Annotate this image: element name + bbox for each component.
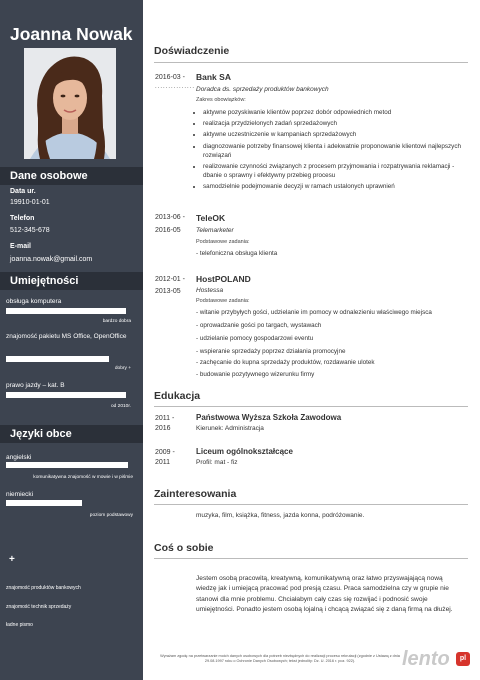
languages-header: Języki obce xyxy=(0,425,143,443)
job-duties-label: Podstawowe zadania: xyxy=(196,239,250,245)
watermark-logo: lento xyxy=(402,648,450,670)
job-date-start: 2013-06 - xyxy=(155,214,185,221)
education-date: 2009 - 2011 xyxy=(155,449,175,466)
email-value: joanna.nowak@gmail.com xyxy=(10,256,93,263)
job-role: Doradca ds. sprzedaży produktów bankowych xyxy=(196,86,329,93)
extra-skill: znajomość technik sprzedaży xyxy=(6,604,72,610)
skill-bar xyxy=(6,392,126,398)
language-name: niemiecki xyxy=(6,491,34,498)
job-duties-label: Zakres obowiązków: xyxy=(196,97,246,103)
job-duty: - udzielanie pomocy gospodarzowi eventu xyxy=(196,335,314,342)
section-divider xyxy=(154,62,468,63)
skill-name: znajomość pakietu MS Office, OpenOffice xyxy=(6,333,127,340)
job-duty: • diagnozowanie potrzeby finansowej klienta i adekwatnie proponowanie klientowi najlepszych rozwiązań xyxy=(203,142,471,160)
job-duty: • realizacja przydzielonych zadań sprzedażowych xyxy=(203,119,471,128)
skill-name: obsługa komputera xyxy=(6,298,62,305)
section-divider xyxy=(154,406,468,407)
section-divider xyxy=(154,558,468,559)
education-detail: Kierunek: Administracja xyxy=(196,425,264,432)
interests-header: Zainteresowania xyxy=(154,488,237,500)
job-company: TeleOK xyxy=(196,213,226,223)
about-header: Coś o sobie xyxy=(154,542,214,554)
job-role: Hostessa xyxy=(196,287,224,294)
job-duty: • realizowanie czynności związanych z procesem przyjmowania i rozpatrywania reklamacji - dbanie o sprawny i efektywny przebieg procesu xyxy=(203,162,471,180)
extra-skill: ładne pismo xyxy=(6,622,33,628)
job-role: Telemarketer xyxy=(196,227,234,234)
job-date-end: 2013-05 xyxy=(155,288,181,295)
language-name: angielski xyxy=(6,454,32,461)
section-divider xyxy=(154,504,468,505)
extras-header: + xyxy=(9,554,15,565)
job-duty: - telefoniczna obsługa klienta xyxy=(196,250,278,257)
dob-label: Data ur. xyxy=(10,188,36,195)
job-duty: - witanie przybyłych gości, udzielanie im pomocy w odnalezieniu właściwego miejsca xyxy=(196,309,432,316)
education-header: Edukacja xyxy=(154,390,201,402)
skill-bar xyxy=(6,356,109,362)
job-duties-list xyxy=(203,108,471,192)
candidate-name: Joanna Nowak xyxy=(10,24,133,44)
skill-bar xyxy=(6,308,126,314)
language-bar xyxy=(6,500,82,506)
skill-level: bardzo dobra xyxy=(102,319,131,324)
skill-name: prawo jazdy – kat. B xyxy=(6,382,65,389)
about-text: Jestem osobą pracowitą, kreatywną, komunikatywną oraz łatwo przyswajającą nową wiedzę jak i umiejącą pracować pod presją czasu. Praca samodzielna czy w grupie nie stanowi dla mnie problemu. Chciałabym cały czas się rozwijać i podnosić swoje umiejętności. Ponadto jestem osobą lojalną i chcącą związać się z daną firmą na dłużej. xyxy=(196,575,453,614)
personal-data-header: Dane osobowe xyxy=(0,167,143,185)
skills-header: Umiejętności xyxy=(0,272,143,290)
job-duty: • samodzielnie podejmowanie decyzji w ramach ustalonych uprawnień xyxy=(203,182,471,191)
experience-header: Doświadczenie xyxy=(154,45,230,57)
job-duty: - budowanie pozytywnego wizerunku firmy xyxy=(196,371,315,378)
profile-photo xyxy=(24,48,116,159)
dob-value: 19910-01-01 xyxy=(10,199,50,206)
job-date-start: 2016-03 - xyxy=(155,74,185,81)
job-duties-label: Podstawowe zadania: xyxy=(196,298,250,304)
email-label: E-mail xyxy=(10,243,32,250)
interests-text: muzyka, film, książka, fitness, jazda konna, podróżowanie. xyxy=(196,512,365,519)
education-detail: Profil: mat - fiz xyxy=(196,459,238,466)
job-duty: • aktywne pozyskiwanie klientów poprzez dobór odpowiednich metod xyxy=(203,108,471,117)
language-bar xyxy=(6,462,128,468)
watermark-badge: pl xyxy=(456,652,470,666)
extra-skill: znajomość produktów bankowych xyxy=(6,585,81,591)
phone-value: 512-345-678 xyxy=(10,227,50,234)
job-duty: - wspieranie sprzedaży poprzez działania promocyjne xyxy=(196,348,346,355)
language-level: poziom podstawowy xyxy=(89,513,133,518)
job-company: HostPOLAND xyxy=(196,274,251,284)
language-level: komunikatywna znajomość w mowie i w piśmie xyxy=(33,475,133,480)
job-duty: - zachęcanie do kupna sprzedaży produktów, rozdawanie ulotek xyxy=(196,359,375,366)
phone-label: Telefon xyxy=(10,215,35,222)
education-date: 2011 - 2016 xyxy=(155,415,175,432)
job-company: Bank SA xyxy=(196,72,231,82)
skill-level: dobry + xyxy=(114,366,131,371)
job-date-end: 2016-05 xyxy=(155,227,181,234)
job-duty: - oprowadzanie gości po targach, wystawach xyxy=(196,322,322,329)
job-date-start: 2012-01 - xyxy=(155,276,185,283)
job-date-end: ............... xyxy=(155,84,196,90)
job-duty: • aktywne uczestniczenie w kampaniach sprzedażowych xyxy=(203,130,471,139)
skill-level: od 2010r. xyxy=(110,404,131,409)
education-school: Państwowa Wyższa Szkoła Zawodowa xyxy=(196,413,342,422)
gdpr-consent-footer: Wyrażam zgodę na przetwarzanie moich danych osobowych dla potrzeb niezbędnych do realizacji procesu rekrutacji (zgodnie z Ustawą z dnia 29.08.1997 roku o Ochronie Danych Osobowych; tekst jednolity: Dz. U. 2016 r. poz. 922). xyxy=(160,654,400,663)
sidebar xyxy=(0,0,143,680)
education-school: Liceum ogólnokształcące xyxy=(196,447,293,456)
